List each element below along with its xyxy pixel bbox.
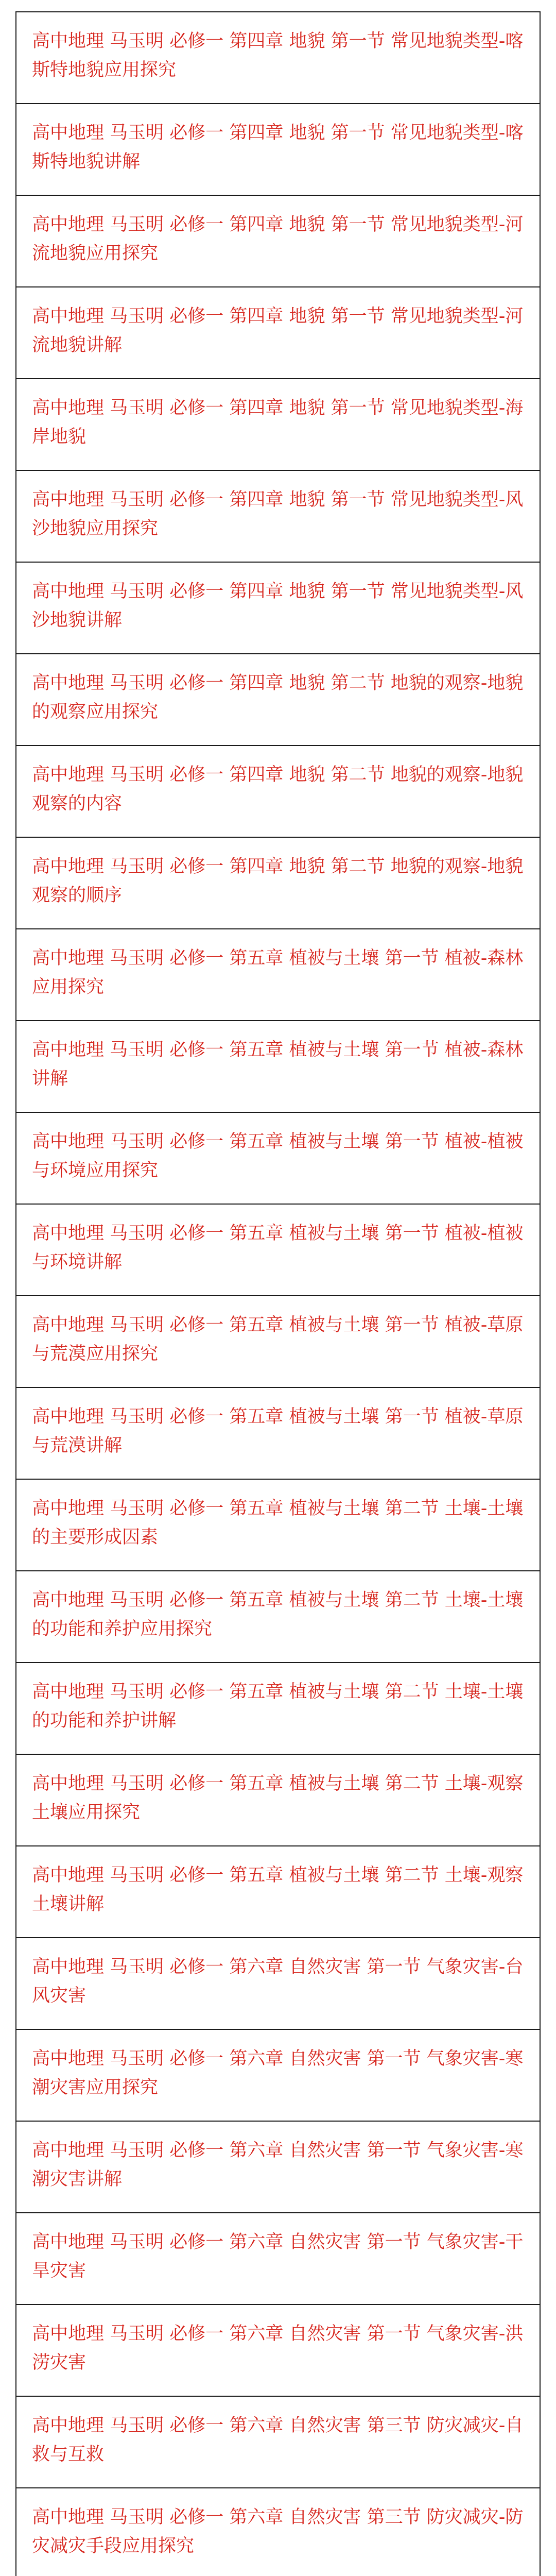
lesson-row: 高中地理 马玉明 必修一 第四章 地貌 第二节 地貌的观察-地貌观察的顺序 xyxy=(15,838,541,929)
lesson-row: 高中地理 马玉明 必修一 第五章 植被与土壤 第一节 植被-森林应用探究 xyxy=(15,929,541,1021)
lesson-row: 高中地理 马玉明 必修一 第六章 自然灾害 第三节 防灾减灾-自救与互救 xyxy=(15,2397,541,2488)
lesson-row: 高中地理 马玉明 必修一 第六章 自然灾害 第一节 气象灾害-洪涝灾害 xyxy=(15,2305,541,2397)
lesson-row: 高中地理 马玉明 必修一 第五章 植被与土壤 第二节 土壤-观察土壤应用探究 xyxy=(15,1755,541,1846)
lesson-row: 高中地理 马玉明 必修一 第六章 自然灾害 第一节 气象灾害-干旱灾害 xyxy=(15,2213,541,2305)
lesson-row: 高中地理 马玉明 必修一 第五章 植被与土壤 第一节 植被-草原与荒漠讲解 xyxy=(15,1388,541,1480)
lesson-row: 高中地理 马玉明 必修一 第五章 植被与土壤 第一节 植被-森林讲解 xyxy=(15,1021,541,1113)
lesson-row: 高中地理 马玉明 必修一 第六章 自然灾害 第三节 防灾减灾-防灾减灾手段应用探究 xyxy=(15,2488,541,2576)
lesson-row: 高中地理 马玉明 必修一 第六章 自然灾害 第一节 气象灾害-台风灾害 xyxy=(15,1938,541,2030)
lesson-row: 高中地理 马玉明 必修一 第五章 植被与土壤 第二节 土壤-土壤的主要形成因素 xyxy=(15,1480,541,1571)
lesson-row: 高中地理 马玉明 必修一 第六章 自然灾害 第一节 气象灾害-寒潮灾害讲解 xyxy=(15,2122,541,2213)
lesson-row: 高中地理 马玉明 必修一 第五章 植被与土壤 第二节 土壤-观察土壤讲解 xyxy=(15,1846,541,1938)
lesson-row: 高中地理 马玉明 必修一 第六章 自然灾害 第一节 气象灾害-寒潮灾害应用探究 xyxy=(15,2030,541,2122)
lesson-row: 高中地理 马玉明 必修一 第五章 植被与土壤 第二节 土壤-土壤的功能和养护讲解 xyxy=(15,1663,541,1755)
lesson-row: 高中地理 马玉明 必修一 第四章 地貌 第二节 地貌的观察-地貌观察的内容 xyxy=(15,746,541,838)
lesson-row: 高中地理 马玉明 必修一 第四章 地貌 第一节 常见地貌类型-喀斯特地貌应用探究 xyxy=(15,12,541,104)
lesson-row: 高中地理 马玉明 必修一 第五章 植被与土壤 第一节 植被-植被与环境讲解 xyxy=(15,1205,541,1296)
lesson-row: 高中地理 马玉明 必修一 第五章 植被与土壤 第二节 土壤-土壤的功能和养护应用探究 xyxy=(15,1571,541,1663)
lesson-row: 高中地理 马玉明 必修一 第五章 植被与土壤 第一节 植被-植被与环境应用探究 xyxy=(15,1113,541,1205)
lesson-row: 高中地理 马玉明 必修一 第四章 地貌 第二节 地貌的观察-地貌的观察应用探究 xyxy=(15,654,541,746)
lesson-table xyxy=(15,11,541,2576)
lesson-row: 高中地理 马玉明 必修一 第四章 地貌 第一节 常见地貌类型-喀斯特地貌讲解 xyxy=(15,104,541,196)
lesson-row: 高中地理 马玉明 必修一 第四章 地貌 第一节 常见地貌类型-河流地貌讲解 xyxy=(15,287,541,379)
lesson-row: 高中地理 马玉明 必修一 第四章 地貌 第一节 常见地貌类型-海岸地貌 xyxy=(15,379,541,471)
lesson-row: 高中地理 马玉明 必修一 第四章 地貌 第一节 常见地貌类型-风沙地貌讲解 xyxy=(15,563,541,654)
lesson-row: 高中地理 马玉明 必修一 第四章 地貌 第一节 常见地貌类型-风沙地貌应用探究 xyxy=(15,471,541,563)
lesson-row: 高中地理 马玉明 必修一 第四章 地貌 第一节 常见地貌类型-河流地貌应用探究 xyxy=(15,196,541,287)
lesson-row: 高中地理 马玉明 必修一 第五章 植被与土壤 第一节 植被-草原与荒漠应用探究 xyxy=(15,1296,541,1388)
